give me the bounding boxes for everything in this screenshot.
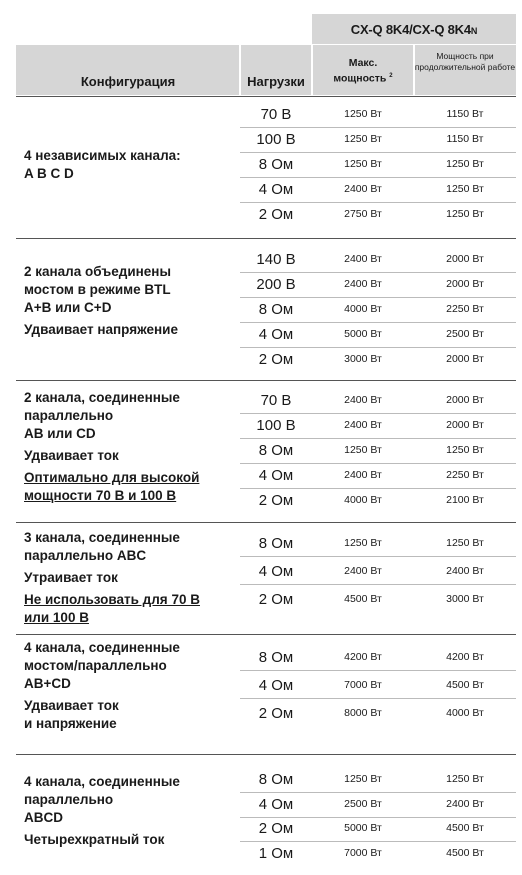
table-row [240, 645, 516, 671]
max-power-value: 1250 Вт [344, 133, 382, 145]
max-power-value: 7000 Вт [344, 846, 382, 859]
load-value: 4 Ом [258, 677, 294, 694]
table-row [240, 272, 516, 298]
model-header [312, 14, 516, 44]
config-description [24, 773, 234, 849]
load-value: 4 Ом [258, 795, 294, 813]
continuous-power-value: 1250 Вт [446, 183, 484, 195]
continuous-power-value: 1250 Вт [446, 537, 484, 549]
table-row [240, 347, 516, 372]
config-line: 3 канала, соединенные [24, 530, 180, 545]
table-row [240, 767, 516, 793]
header-divider [311, 45, 313, 95]
continuous-power-value: 2250 Вт [446, 469, 484, 481]
table-row [240, 792, 516, 818]
load-value: 100 В [256, 417, 296, 434]
load-value: 2 Ом [258, 820, 294, 837]
config-line: мостом/параллельно [24, 658, 167, 673]
loads-column-header: Нагрузки [247, 74, 305, 89]
config-line: параллельно [24, 792, 114, 807]
table-row [240, 587, 516, 612]
max-power-value: 8000 Вт [344, 707, 382, 719]
load-value: 2 Ом [258, 206, 294, 223]
continuous-power-value: 1150 Вт [446, 133, 484, 145]
max-power-value: 4200 Вт [344, 651, 382, 663]
continuous-power-value: 2100 Вт [446, 494, 484, 506]
config-section [16, 754, 516, 875]
config-line: параллельно ABC [24, 548, 147, 563]
table-row [240, 438, 516, 464]
config-line: Удваивает ток [24, 698, 119, 713]
max-power-value: 5000 Вт [344, 328, 382, 340]
config-description [24, 389, 234, 505]
continuous-power-value: 2000 Вт [446, 278, 484, 290]
continuous-power-value: 2400 Вт [446, 565, 484, 577]
config-section [16, 522, 516, 635]
config-line: AB или CD [24, 426, 96, 441]
max-power-value: 2400 Вт [344, 253, 382, 265]
max-power-value: 4500 Вт [344, 593, 382, 605]
max-power-value: 1250 Вт [344, 773, 382, 785]
load-value: 8 Ом [258, 535, 294, 552]
load-value: 200 В [256, 276, 296, 293]
config-line: A+B или C+D [24, 300, 112, 315]
max-power-value: 7000 Вт [344, 679, 382, 691]
continuous-power-value: 2400 Вт [446, 797, 484, 810]
config-line: 4 канала, соединенные [24, 640, 180, 655]
max-power-value: 2400 Вт [344, 394, 382, 406]
load-value: 8 Ом [258, 301, 294, 318]
table-row [240, 559, 516, 585]
load-value: 140 В [256, 251, 296, 268]
max-power-value: 2400 Вт [344, 183, 382, 195]
max-power-value: 4000 Вт [344, 494, 382, 506]
config-note-underlined: мощности 70 В и 100 В [24, 488, 177, 503]
config-line: 2 канала объединены [24, 264, 171, 279]
load-value: 4 Ом [258, 563, 294, 580]
load-value: 4 Ом [258, 467, 294, 484]
continuous-power-value: 4000 Вт [446, 707, 484, 719]
model-suffix: N [470, 26, 478, 36]
config-description [24, 529, 234, 627]
table-row [240, 488, 516, 513]
config-line: Удваивает ток [24, 448, 119, 463]
config-description [24, 639, 234, 733]
config-line: AB+CD [24, 676, 71, 691]
config-column-header: Конфигурация [80, 74, 176, 89]
table-row [240, 322, 516, 348]
load-value: 2 Ом [258, 492, 294, 509]
table-row [240, 102, 516, 128]
load-value: 8 Ом [258, 442, 294, 459]
config-line: Четырехкратный ток [24, 832, 165, 847]
table-row [240, 247, 516, 273]
config-section [16, 634, 516, 755]
footnote-marker: 2 [389, 73, 393, 79]
continuous-power-value: 3000 Вт [446, 593, 484, 605]
table-row [240, 413, 516, 439]
continuous-power-value: 2000 Вт [446, 394, 484, 406]
config-line: Утраивает ток [24, 570, 118, 585]
table-row [240, 152, 516, 178]
config-note-underlined: Не использовать для 70 В [24, 592, 200, 607]
config-line: и напряжение [24, 716, 117, 731]
table-row [240, 463, 516, 489]
continuous-power-value: 4500 Вт [446, 822, 484, 834]
load-value: 1 Ом [258, 844, 294, 862]
continuous-power-value: 2500 Вт [446, 328, 484, 340]
config-description [24, 263, 234, 339]
load-value: 70 В [260, 106, 292, 123]
max-power-value: 2400 Вт [344, 565, 382, 577]
config-section [16, 238, 516, 381]
load-value: 8 Ом [258, 649, 294, 666]
table-row [240, 673, 516, 699]
header-divider [413, 45, 415, 95]
continuous-power-value: 1150 Вт [446, 108, 484, 120]
table-row [240, 297, 516, 323]
continuous-power-value: 1250 Вт [446, 444, 484, 456]
max-power-value: 1250 Вт [344, 108, 382, 120]
max-power-value: 2500 Вт [344, 797, 382, 810]
continuous-power-value: 2250 Вт [446, 303, 484, 315]
config-note-underlined: Оптимально для высокой [24, 470, 200, 485]
continuous-power-value: 4500 Вт [446, 846, 484, 859]
max-power-line2: мощность [333, 72, 387, 85]
load-value: 8 Ом [258, 156, 294, 173]
continuous-power-value: 4200 Вт [446, 651, 484, 663]
continuous-power-value: 2000 Вт [446, 353, 484, 365]
load-value: 8 Ом [258, 771, 294, 788]
continuous-power-value: 1250 Вт [446, 208, 484, 220]
load-value: 70 В [260, 392, 292, 409]
max-power-value: 3000 Вт [344, 353, 382, 365]
max-power-value: 2400 Вт [344, 419, 382, 431]
max-power-value: 1250 Вт [344, 444, 382, 456]
config-line: 2 канала, соединенные [24, 390, 180, 405]
table-row [240, 127, 516, 153]
max-power-line1: Макс. [348, 57, 378, 69]
continuous-power-value: 4500 Вт [446, 679, 484, 691]
max-power-value: 5000 Вт [344, 822, 382, 834]
config-description [24, 147, 234, 183]
config-line: 4 независимых канала: [24, 148, 181, 163]
load-value: 100 В [256, 131, 296, 148]
continuous-power-value: 1250 Вт [446, 773, 484, 785]
max-power-column-header [312, 57, 414, 86]
load-value: 4 Ом [258, 326, 294, 343]
max-power-value: 1250 Вт [344, 537, 382, 549]
config-section [16, 380, 516, 523]
config-line: Удваивает напряжение [24, 322, 178, 337]
table-row [240, 177, 516, 203]
config-line: ABCD [24, 810, 63, 825]
table-row [240, 816, 516, 842]
column-header-row [16, 44, 516, 95]
table-row [240, 701, 516, 726]
config-section [16, 96, 516, 239]
header-divider [239, 45, 241, 95]
max-power-value: 2400 Вт [344, 469, 382, 481]
continuous-power-column-header: Мощность при продолжительной работе [414, 51, 516, 72]
model-name: CX-Q 8K4/CX-Q 8K4 [350, 21, 471, 37]
load-value: 4 Ом [258, 181, 294, 198]
continuous-power-value: 2000 Вт [446, 253, 484, 265]
max-power-value: 4000 Вт [344, 303, 382, 315]
table-row [240, 841, 516, 866]
table-row [240, 388, 516, 414]
max-power-value: 2400 Вт [344, 278, 382, 290]
continuous-power-value: 2000 Вт [446, 419, 484, 431]
load-value: 2 Ом [258, 705, 294, 722]
config-note-underlined: или 100 В [24, 610, 89, 625]
table-row [240, 202, 516, 227]
config-line: мостом в режиме BTL [24, 282, 171, 297]
config-line: A B C D [24, 166, 74, 181]
max-power-value: 1250 Вт [344, 158, 382, 170]
max-power-value: 2750 Вт [344, 208, 382, 220]
config-line: параллельно [24, 408, 114, 423]
table-row [240, 531, 516, 557]
load-value: 2 Ом [258, 351, 294, 368]
config-line: 4 канала, соединенные [24, 774, 180, 789]
continuous-power-value: 1250 Вт [446, 158, 484, 170]
load-value: 2 Ом [258, 591, 294, 608]
